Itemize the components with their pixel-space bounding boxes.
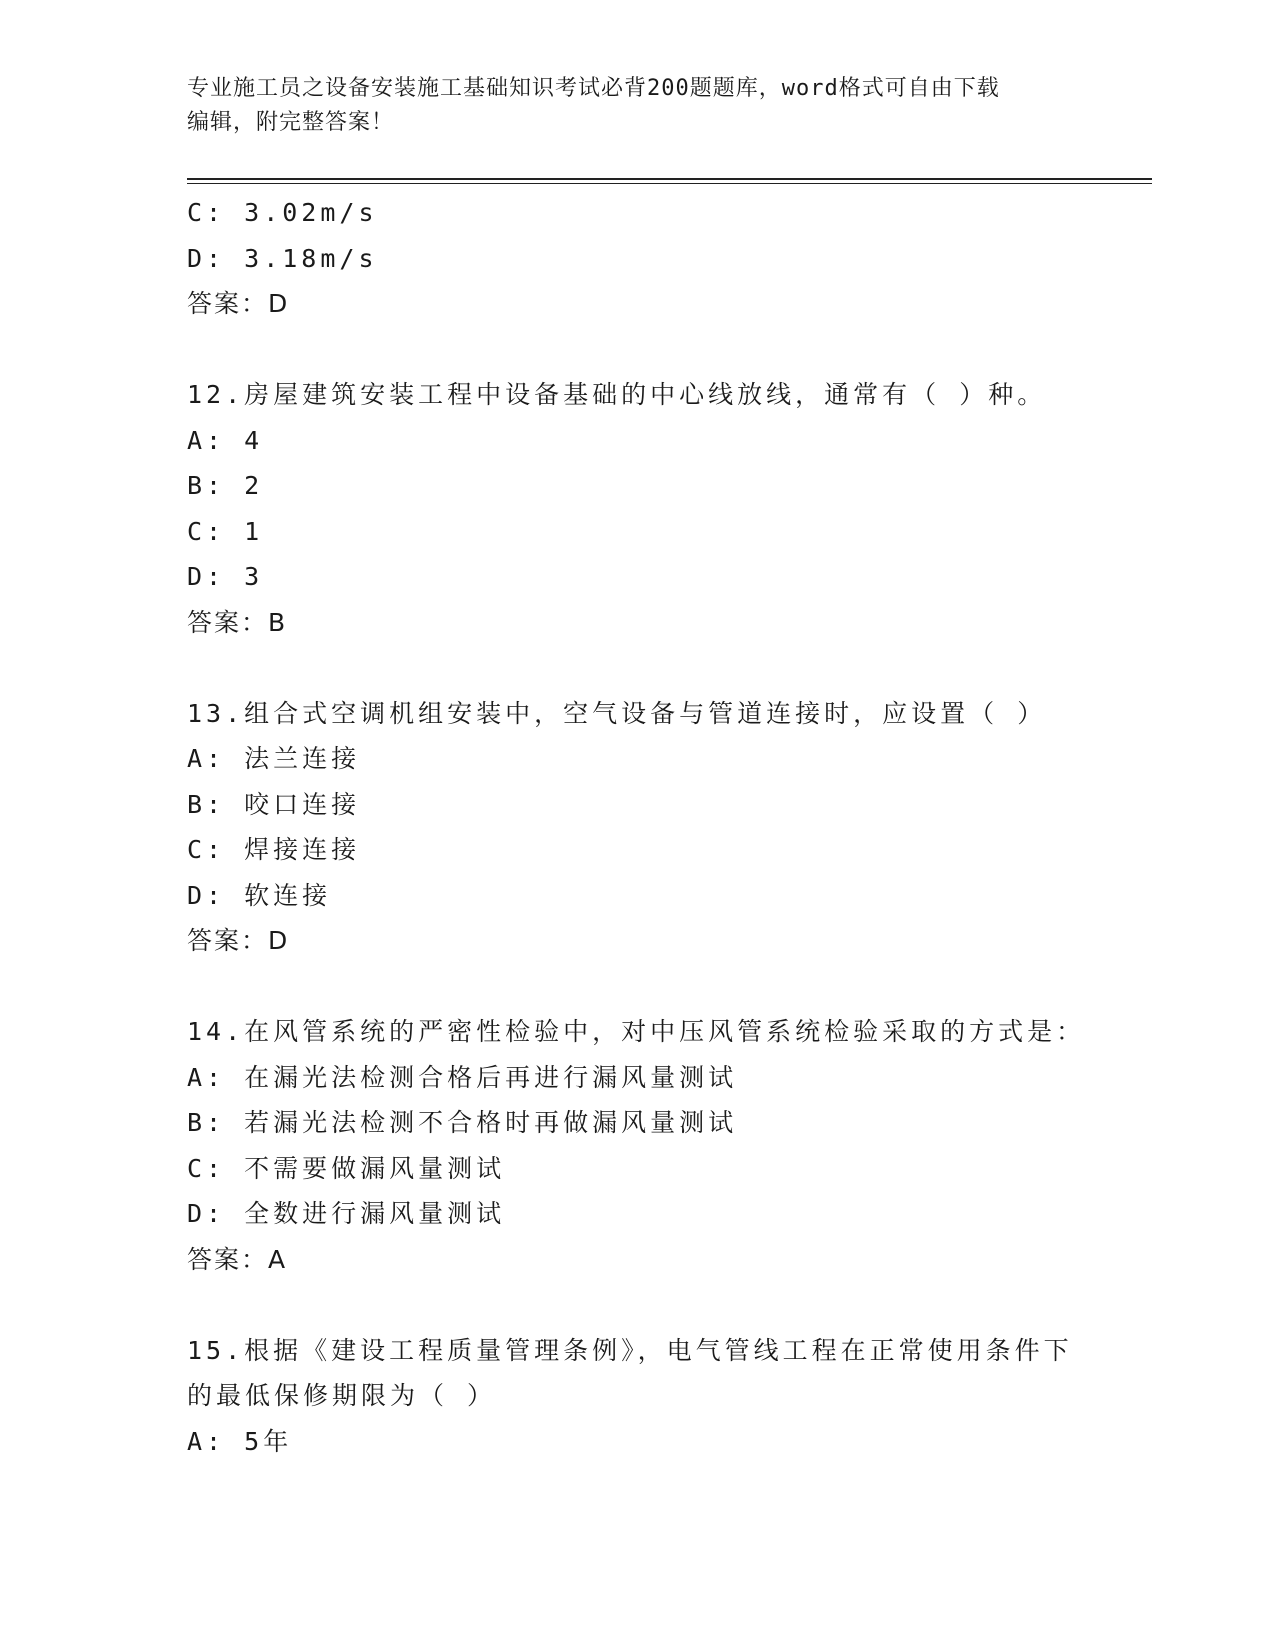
answer-label: 答案：A: [187, 1244, 288, 1274]
question-text-line2: 的最低保修期限为（ ）: [187, 1381, 497, 1410]
answer-label: 答案：D: [187, 289, 290, 318]
option-a: A: 5年: [187, 1426, 293, 1456]
header-divider-thin: [187, 183, 1152, 184]
answer-label: 答案：B: [187, 607, 288, 637]
option-d: D: 3.18m/s: [187, 243, 378, 273]
option-c: C: 焊接连接: [187, 835, 361, 864]
question-text-line1: 15.根据《建设工程质量管理条例》，电气管线工程在正常使用条件下: [187, 1335, 1073, 1365]
question-15: [187, 1328, 1107, 1465]
option-c: C: 3.02m/s: [187, 198, 378, 227]
option-d: D: 3: [187, 562, 264, 591]
option-b: B: 咬口连接: [187, 789, 361, 819]
option-a: A: 4: [187, 425, 264, 455]
answer-label: 答案：D: [187, 926, 290, 955]
option-c: C: 1: [187, 516, 264, 546]
header-title-line1: 专业施工员之设备安装施工基础知识考试必背200题题库，word格式可自由下载: [187, 76, 1000, 101]
question-11-tail: [187, 190, 1107, 327]
question-list: [187, 190, 1107, 1464]
option-d: D: 软连接: [187, 880, 332, 910]
question-14: [187, 1009, 1107, 1282]
document-header: [187, 72, 1067, 140]
option-a: A: 在漏光法检测合格后再进行漏风量测试: [187, 1062, 738, 1092]
header-divider-thick: [187, 178, 1152, 180]
option-a: A: 法兰连接: [187, 744, 361, 773]
question-text: 13.组合式空调机组安装中，空气设备与管道连接时，应设置（ ）: [187, 698, 1047, 728]
question-13: [187, 691, 1107, 964]
option-c: C: 不需要做漏风量测试: [187, 1153, 506, 1183]
question-text: 12.房屋建筑安装工程中设备基础的中心线放线，通常有（ ）种。: [187, 380, 1047, 409]
question-text: 14.在风管系统的严密性检验中，对中压风管系统检验采取的方式是：: [187, 1017, 1086, 1046]
option-b: B: 若漏光法检测不合格时再做漏风量测试: [187, 1108, 738, 1137]
option-b: B: 2: [187, 471, 264, 500]
option-d: D: 全数进行漏风量测试: [187, 1199, 506, 1228]
header-title-line2: 编辑，附完整答案！: [187, 110, 395, 135]
question-12: [187, 372, 1107, 645]
